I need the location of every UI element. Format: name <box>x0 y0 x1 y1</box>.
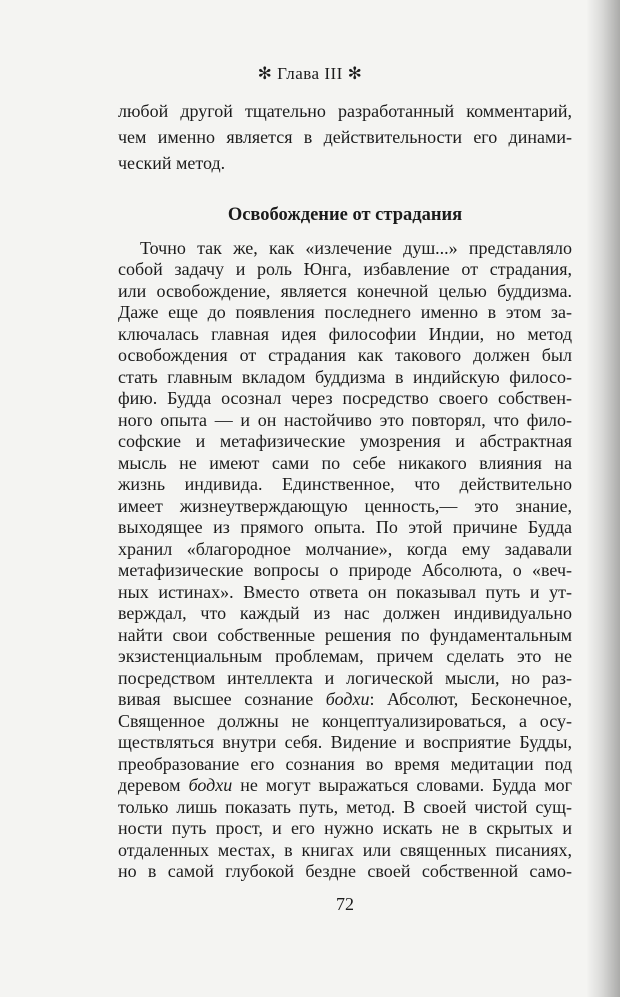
text-line: вивая высшее сознание бодхи: Абсолют, Бесконечное, <box>118 689 572 710</box>
text-line: ных истинах». Вместо ответа он показывал путь и ут- <box>118 581 572 602</box>
page-edge-shadow <box>586 0 620 997</box>
italic-term: бодхи <box>188 775 233 796</box>
text-line: освобождения от страдания как такового должен был <box>118 345 572 366</box>
running-header: ✻ Глава III ✻ <box>257 64 363 83</box>
text-line: любой другой тщательно разработанный комментарий, <box>118 101 572 121</box>
text-line: фию. Будда осознал через посредство своего собствен- <box>118 388 572 409</box>
text-line: только лишь показать путь, метод. В своей чистой сущ- <box>118 796 572 817</box>
text-line: деревом бодхи не могут выражаться словами. Будда мог <box>118 775 573 796</box>
text-line: ществляться внутри себя. Видение и восприятие Будды, <box>118 732 572 753</box>
text-line: ческий метод. <box>118 153 226 173</box>
italic-term: бодхи <box>325 689 370 710</box>
text-line: стать главным вкладом буддизма в индийскую филосо- <box>118 366 572 387</box>
text-line: метафизические вопросы о природе Абсолюта, о «веч- <box>118 560 572 581</box>
text-line: имеет жизнеутверждающую ценность,— это знание, <box>118 495 572 516</box>
text-line: Священное должны не концептуализироваться, а осу- <box>118 710 572 731</box>
text-line: Точно так же, как «излечение душ...» представляло <box>140 238 572 258</box>
text-line: ности путь прост, и его нужно искать не в скрытых и <box>118 818 572 839</box>
text-line: найти свои собственные решения по фундаментальным <box>118 624 572 645</box>
text-line: собой задачу и роль Юнга, избавление от страдания, <box>118 259 572 280</box>
text-line: софские и метафизические умозрения и абстрактная <box>118 431 572 452</box>
text-line: отдаленных местах, в книгах или священных писаниях, <box>118 839 572 860</box>
text-line: мысль не имеют сами по себе никакого влияния на <box>118 452 572 473</box>
text-line: верждал, что каждый из нас должен индивидуально <box>118 603 572 624</box>
text-line: но в самой глубокой бездне своей собственной само- <box>118 861 572 881</box>
text-line: или освобождение, является конечной целью буддизма. <box>118 280 572 301</box>
text-line: преобразование его сознания во время медитации под <box>118 753 572 774</box>
text-line: экзистенциальным проблемам, причем сделать это не <box>118 646 572 667</box>
text-line: жизнь индивида. Единственное, что действительно <box>118 474 572 495</box>
section-heading: Освобождение от страдания <box>227 205 463 225</box>
text-line: хранил «благородное молчание», когда ему задавали <box>118 538 572 559</box>
text-line: чем именно является в действительности его динами- <box>118 127 572 147</box>
text-line: посредством интеллекта и логической мысли, но раз- <box>118 667 572 688</box>
text-line: выходящее из прямого опыта. По этой причине Будда <box>118 517 572 538</box>
text-line: ного опыта — и он настойчиво это повторял, что фило- <box>118 409 572 430</box>
text-line: ключалась главная идея философии Индии, но метод <box>118 323 572 344</box>
page-number: 72 <box>336 894 354 914</box>
text-line: Даже еще до появления последнего именно в этом за- <box>118 302 572 323</box>
